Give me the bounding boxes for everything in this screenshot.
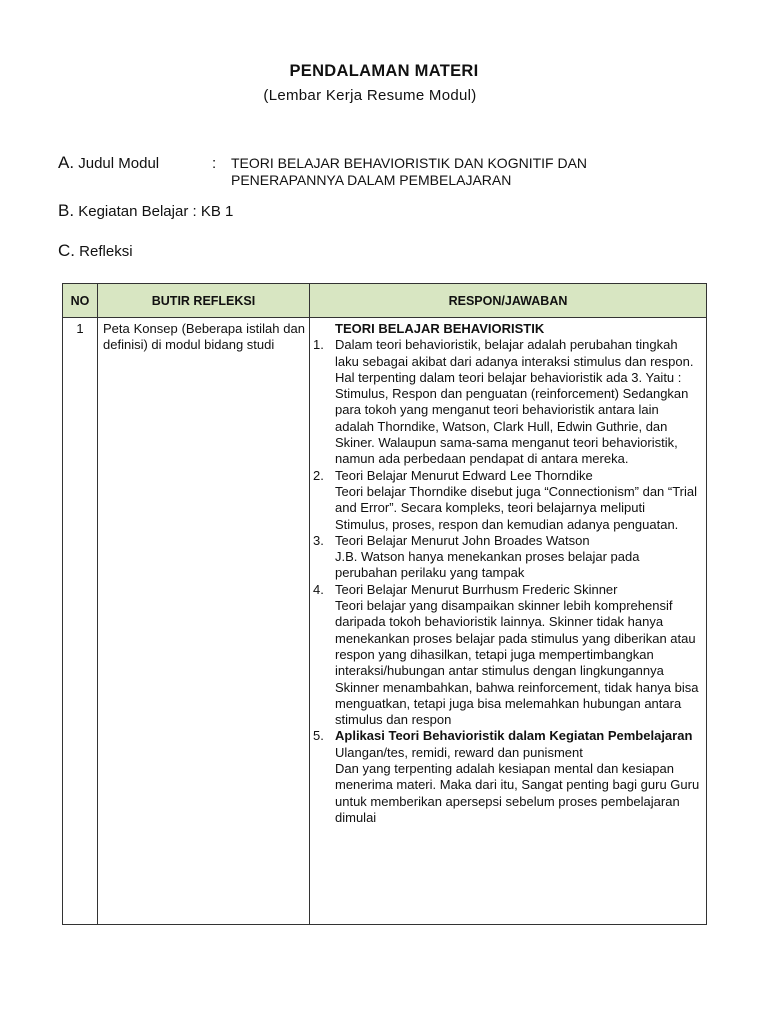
section-letter-b: B. — [58, 201, 75, 220]
document-title: PENDALAMAN MATERI — [289, 62, 479, 80]
list-item — [313, 582, 700, 729]
list-item — [313, 728, 700, 826]
item-title: Teori Belajar Menurut Edward Lee Thorndike — [335, 467, 593, 483]
section-label-refleksi: Refleksi — [79, 243, 133, 260]
item-number: 3. — [313, 532, 324, 548]
header-butir-refleksi: BUTIR REFLEKSI — [98, 284, 310, 318]
header-no: NO — [63, 284, 98, 318]
document-subtitle: (Lembar Kerja Resume Modul) — [263, 87, 477, 104]
list-item — [313, 337, 700, 467]
cell-no: 1 — [63, 318, 98, 925]
section-refleksi — [58, 241, 133, 261]
cell-butir: Peta Konsep (Beberapa istilah dan definisi) di modul bidang studi — [98, 318, 310, 925]
section-colon: : — [212, 155, 217, 172]
item-title: Teori Belajar Menurut John Broades Watson — [335, 532, 590, 548]
item-number: 4. — [313, 581, 324, 597]
item-number: 1. — [313, 337, 324, 353]
list-item — [313, 533, 700, 582]
respon-heading: TEORI BELAJAR BEHAVIORISTIK — [335, 321, 545, 336]
section-value-judul-modul: TEORI BELAJAR BEHAVIORISTIK DAN KOGNITIF DAN PENERAPANNYA DALAM PEMBELAJARAN — [231, 155, 588, 188]
item-title: Aplikasi Teori Behavioristik dalam Kegiatan Pembelajaran — [335, 728, 693, 744]
item-text: Teori belajar Thorndike disebut juga “Connectionism” dan “Trial and Error”. Secara kompleks, teori belajarnya meliputi Stimulus, proses, respon dan kemudian adanya penguatan. — [335, 483, 698, 532]
table-header-row — [63, 284, 707, 318]
section-judul-modul — [58, 153, 588, 188]
item-extra: Dan yang terpenting adalah kesiapan mental dan kesiapan menerima materi. Maka dari itu, Sangat penting bagi guru Guru untuk memberikan apersepsi sebelum proses pembelajaran dimulai — [335, 761, 700, 825]
item-text: Teori belajar yang disampaikan skinner lebih komprehensif daripada tokoh behavioristik lainnya. Skinner tidak hanya menekankan proses belajar pada stimulus yang diberikan atau respon yang dihasilkan, tetapi juga mempertimbangkan interaksi/hubungan antar stimulus dengan lingkungannya — [335, 598, 696, 679]
section-kegiatan-belajar — [58, 201, 233, 221]
item-title: Teori Belajar Menurut Burrhusm Frederic Skinner — [335, 581, 618, 597]
header-respon-jawaban: RESPON/JAWABAN — [310, 284, 707, 318]
item-text: J.B. Watson hanya menekankan proses belajar pada perubahan perilaku yang tampak — [335, 549, 640, 581]
refleksi-table — [62, 283, 707, 925]
item-number: 2. — [313, 467, 324, 483]
item-text: Ulangan/tes, remidi, reward dan punisment — [335, 744, 583, 760]
table-row — [63, 318, 707, 925]
respon-list — [313, 337, 700, 826]
item-number: 5. — [313, 728, 324, 744]
section-label-kegiatan-belajar: Kegiatan Belajar : KB 1 — [78, 203, 234, 220]
section-label-judul-modul: Judul Modul — [78, 155, 160, 172]
cell-respon — [310, 318, 707, 925]
item-extra: Skinner menambahkan, bahwa reinforcement, tidak hanya bisa menguatkan, tetapi juga bisa melemahkan hubungan antara stimulus dan respon — [335, 679, 699, 728]
item-text: Dalam teori behavioristik, belajar adalah perubahan tingkah laku sebagai akibat dari adanya interaksi stimulus dan respon. Hal terpenting dalam teori belajar behavioristik ada 3. Yaitu : Stimulus, Respon dan penguatan (reinforcement) Sedangkan para tokoh yang menganut teori behavioristik antara lain adalah Thorndike, Watson, Clark Hull, Edwin Guthrie, dan Skiner. Walaupun sama-sama menganut teori behavioristik, namun ada perbedaan pendapat di antara mereka. — [335, 337, 694, 467]
list-item — [313, 468, 700, 533]
section-letter-a: A. — [58, 153, 75, 172]
section-letter-c: C. — [58, 241, 75, 260]
